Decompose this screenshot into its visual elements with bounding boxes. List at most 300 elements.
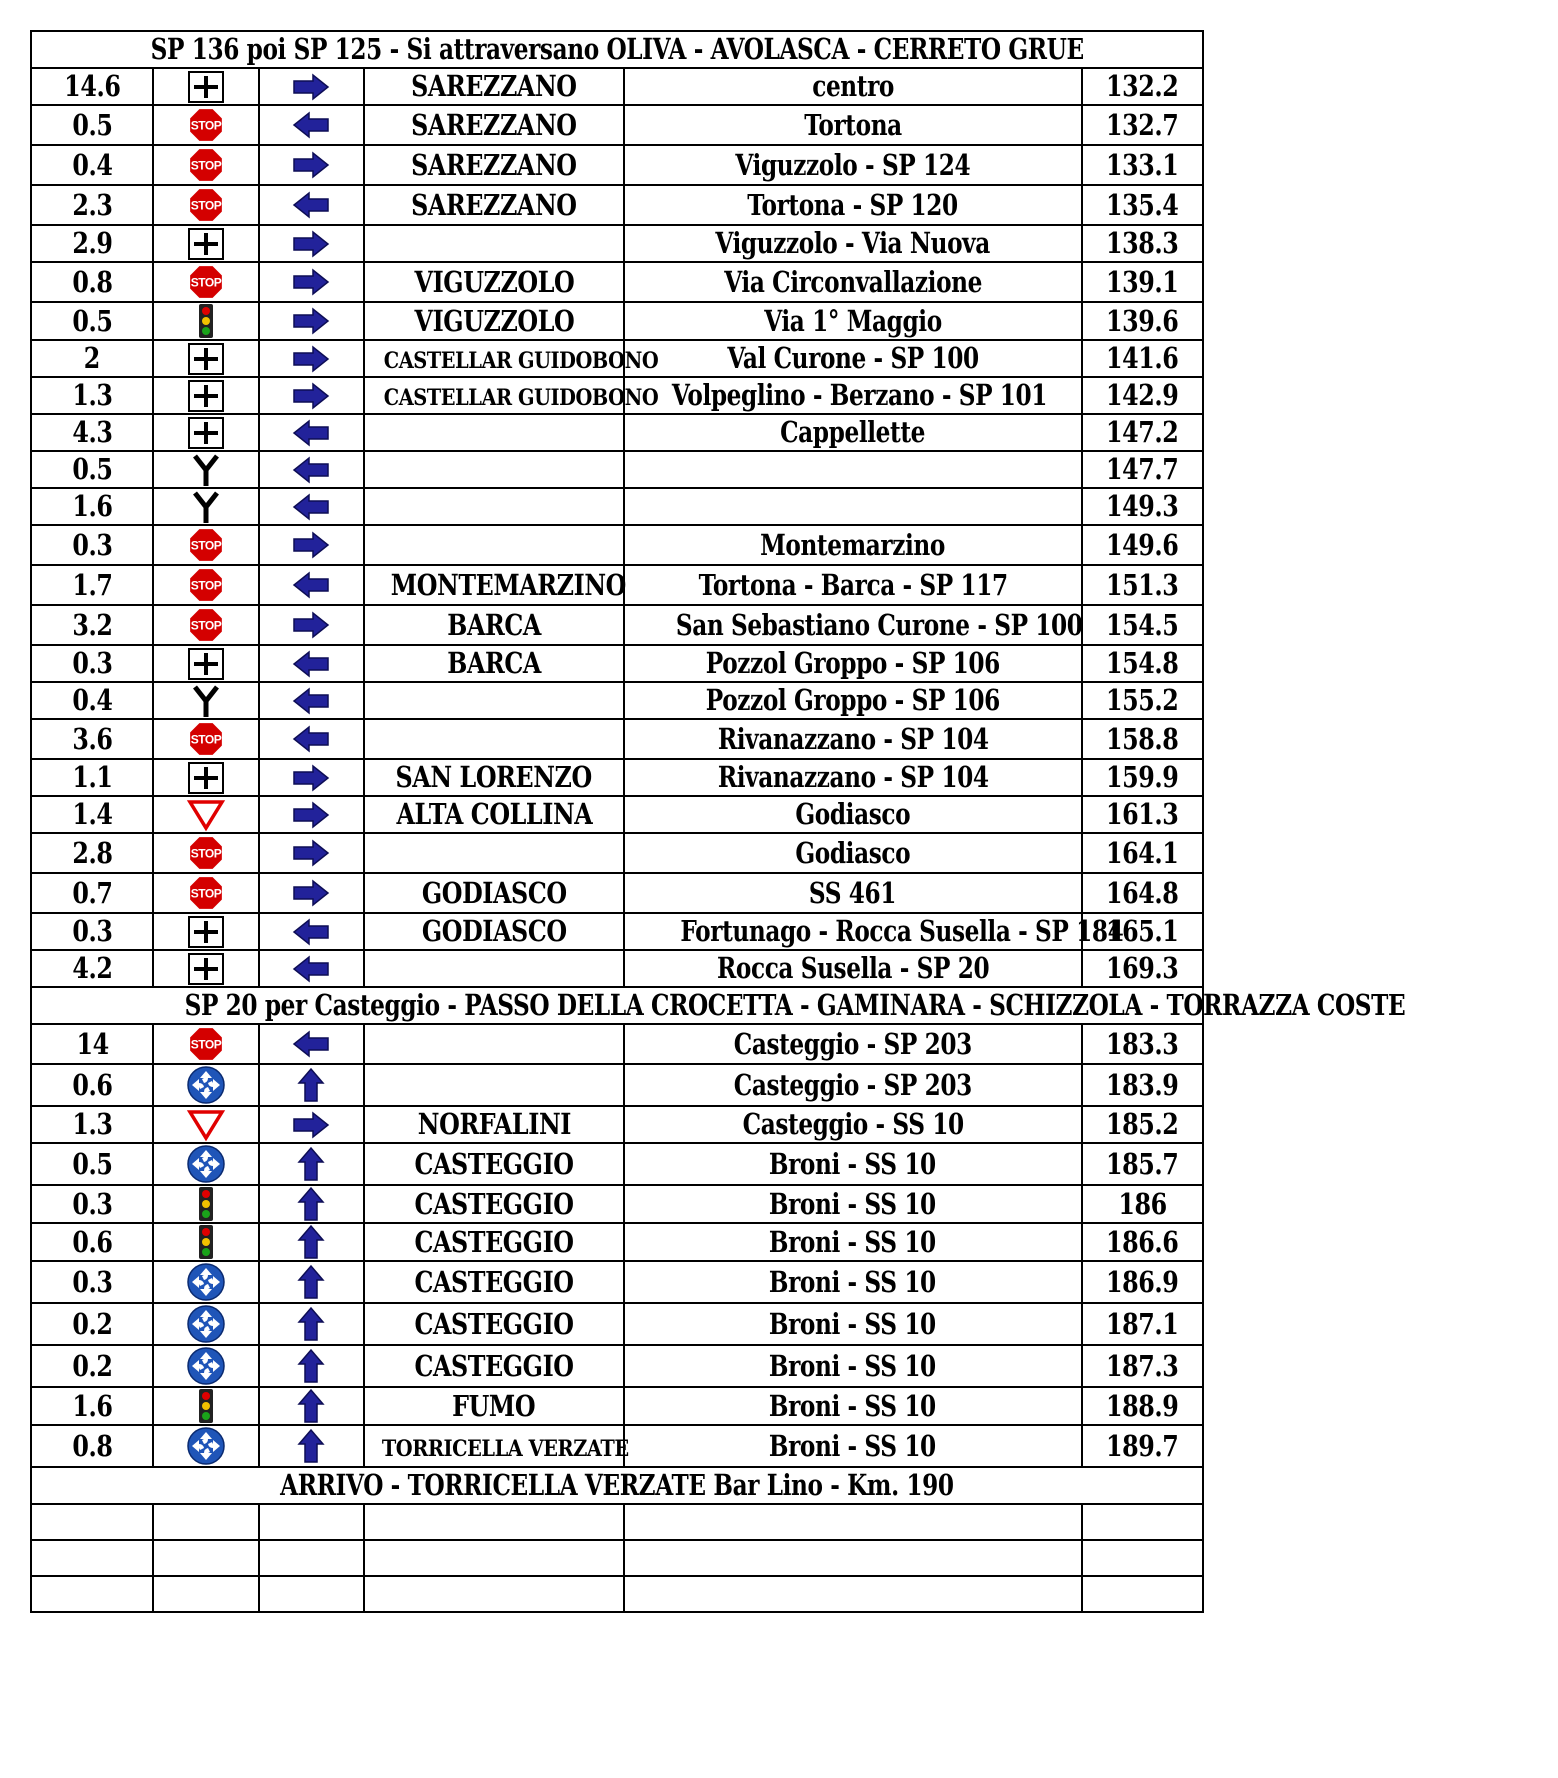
sign-cell: [153, 1223, 258, 1261]
km-cell-text: 138.3: [1106, 226, 1179, 260]
direction-cell: [624, 1261, 1082, 1303]
table-row: [31, 833, 1203, 873]
distance-cell: [31, 451, 153, 488]
arrow-cell: [259, 913, 364, 950]
table-row: [31, 873, 1203, 913]
km-cell: [1082, 1106, 1203, 1143]
km-cell-text: 141.6: [1106, 341, 1179, 375]
arrow-left-icon: [260, 650, 363, 678]
direction-cell: [624, 1223, 1082, 1261]
direction-cell-text: Cappellette: [780, 415, 926, 449]
roundabout-icon: [154, 1346, 257, 1386]
sign-cell: [153, 645, 258, 682]
stop-icon: [154, 720, 257, 758]
place-cell: [364, 719, 624, 759]
direction-cell-text: Tortona: [803, 107, 902, 142]
table-row: [31, 525, 1203, 565]
distance-cell: [31, 262, 153, 302]
place-cell-text: NORFALINI: [417, 1107, 571, 1141]
distance-cell-text: 0.6: [72, 1067, 113, 1102]
arrow-cell: [259, 1143, 364, 1185]
traffic-light-icon: [154, 303, 257, 339]
table-row: [31, 377, 1203, 414]
km-cell-text: 154.5: [1106, 607, 1179, 642]
arrow-right-icon: [260, 151, 363, 179]
direction-cell-text: Casteggio - SS 10: [742, 1107, 964, 1141]
sign-cell: [153, 225, 258, 262]
distance-cell: [31, 68, 153, 105]
arrow-cell: [259, 833, 364, 873]
direction-cell: [624, 185, 1082, 225]
direction-cell-text: Broni - SS 10: [769, 1224, 937, 1259]
direction-cell: [624, 1387, 1082, 1425]
direction-cell-text: Broni - SS 10: [769, 1306, 937, 1341]
place-cell-text: SAREZZANO: [411, 147, 577, 182]
distance-cell: [31, 145, 153, 185]
distance-cell: [31, 377, 153, 414]
sign-cell: [153, 605, 258, 645]
direction-cell-text: Broni - SS 10: [769, 1348, 937, 1383]
arrow-left-icon: [260, 419, 363, 447]
arrow-right-icon: [260, 879, 363, 907]
arrow-up-icon: [260, 1264, 363, 1300]
km-cell-text: 149.3: [1106, 489, 1179, 523]
direction-cell-text: Volpeglino - Berzano - SP 101: [671, 378, 1048, 412]
arrow-right-icon: [260, 345, 363, 373]
distance-cell-text: 3.2: [72, 607, 113, 642]
direction-cell-text: Tortona - Barca - SP 117: [698, 567, 1008, 602]
km-cell-text: 133.1: [1106, 147, 1179, 182]
roundabout-icon: [154, 1426, 257, 1466]
distance-cell: [31, 682, 153, 719]
direction-cell: [624, 1185, 1082, 1223]
place-cell: [364, 1425, 629, 1467]
km-cell: [1082, 488, 1203, 525]
km-cell: [1082, 645, 1203, 682]
place-cell-text: BARCA: [447, 607, 541, 642]
arrow-right-icon: [260, 531, 363, 559]
place-cell-text: ALTA COLLINA: [396, 797, 592, 831]
arrow-right-icon: [260, 73, 363, 101]
place-cell: [364, 605, 624, 645]
arrow-cell: [259, 796, 364, 833]
place-cell: [364, 377, 659, 414]
km-cell-text: 161.3: [1106, 797, 1179, 831]
km-cell-text: 155.2: [1106, 683, 1179, 717]
km-cell: [1082, 451, 1203, 488]
place-cell: [364, 950, 624, 987]
direction-cell: [624, 796, 1082, 833]
arrow-up-icon: [260, 1348, 363, 1384]
place-cell: [364, 414, 624, 451]
km-cell-text: 151.3: [1106, 567, 1179, 602]
arrival-row-cell: [31, 1467, 1203, 1504]
distance-cell: [31, 1425, 153, 1467]
distance-cell: [31, 340, 153, 377]
km-cell-text: 165.1: [1106, 914, 1179, 948]
place-cell: [364, 1024, 624, 1064]
place-cell-text: CASTEGGIO: [414, 1186, 574, 1221]
sign-cell: [153, 185, 258, 225]
section2-header-cell: [31, 987, 1406, 1024]
direction-cell-text: Broni - SS 10: [769, 1428, 937, 1463]
arrow-left-icon: [260, 955, 363, 983]
direction-cell-text: Rivanazzano - SP 104: [717, 760, 989, 794]
svg-text:STOP: STOP: [190, 158, 222, 173]
distance-cell: [31, 1303, 153, 1345]
arrow-cell: [259, 488, 364, 525]
sign-cell: [153, 950, 258, 987]
direction-cell: [624, 68, 1082, 105]
km-cell-text: 187.3: [1106, 1348, 1179, 1383]
km-cell: [1082, 185, 1203, 225]
distance-cell-text: 0.3: [72, 527, 113, 562]
arrow-cell: [259, 225, 364, 262]
km-cell: [1082, 1425, 1203, 1467]
roadbook-sheet: [30, 30, 1406, 1613]
arrow-cell: [259, 525, 364, 565]
empty-row: [31, 1540, 1203, 1576]
distance-cell: [31, 105, 153, 145]
place-cell: [364, 759, 624, 796]
place-cell-text: TORRICELLA VERZATE: [381, 1435, 629, 1462]
km-cell-text: 164.8: [1106, 875, 1179, 910]
empty-cell: [259, 1576, 364, 1612]
km-cell-text: 132.2: [1106, 69, 1179, 103]
empty-row: [31, 1504, 1203, 1540]
distance-cell: [31, 913, 153, 950]
table-row: [31, 796, 1203, 833]
distance-cell: [31, 1106, 153, 1143]
place-cell-text: CASTEGGIO: [414, 1224, 574, 1259]
km-cell: [1082, 1185, 1203, 1223]
direction-cell: [624, 565, 1082, 605]
distance-cell: [31, 1223, 153, 1261]
empty-cell: [31, 1504, 153, 1540]
km-cell-text: 186: [1118, 1186, 1167, 1221]
sign-cell: [153, 565, 258, 605]
place-cell-text: CASTEGGIO: [414, 1306, 574, 1341]
direction-cell-text: Viguzzolo - SP 124: [735, 147, 971, 182]
sign-cell: [153, 873, 258, 913]
svg-text:STOP: STOP: [190, 118, 222, 133]
table-row: [31, 1261, 1203, 1303]
arrow-up-icon: [260, 1388, 363, 1424]
distance-cell: [31, 719, 153, 759]
arrow-cell: [259, 645, 364, 682]
km-cell-text: 147.7: [1106, 452, 1179, 486]
table-row: [31, 1223, 1203, 1261]
arrow-left-icon: [260, 456, 363, 484]
sign-cell: [153, 1425, 258, 1467]
direction-cell-text: Godiasco: [795, 797, 911, 831]
arrow-cell: [259, 340, 364, 377]
sign-cell: [153, 1143, 258, 1185]
section1-header-cell: [31, 31, 1203, 68]
direction-cell: [624, 525, 1082, 565]
table-row: [31, 1064, 1203, 1106]
km-cell-text: 135.4: [1106, 187, 1179, 222]
km-cell: [1082, 605, 1203, 645]
stop-icon: [154, 1025, 257, 1063]
direction-cell-text: Rocca Susella - SP 20: [716, 951, 989, 985]
cross-icon: [154, 342, 257, 376]
place-cell-text: SAN LORENZO: [395, 760, 593, 794]
sign-cell: [153, 833, 258, 873]
place-cell-text: MONTEMARZINO: [390, 567, 627, 602]
stop-icon: [154, 106, 257, 144]
arrow-right-icon: [260, 268, 363, 296]
direction-cell: [624, 913, 1124, 950]
empty-cell: [1082, 1504, 1203, 1540]
km-cell: [1082, 565, 1203, 605]
distance-cell-text: 0.4: [72, 147, 113, 182]
arrow-cell: [259, 68, 364, 105]
arrow-up-icon: [260, 1428, 363, 1464]
km-cell-text: 139.1: [1106, 264, 1179, 299]
direction-cell: [624, 1345, 1082, 1387]
arrow-cell: [259, 950, 364, 987]
km-cell: [1082, 105, 1203, 145]
place-cell: [364, 873, 624, 913]
direction-cell-text: SS 461: [809, 875, 897, 910]
cross-icon: [154, 915, 257, 949]
table-row: [31, 913, 1203, 950]
table-row: [31, 488, 1203, 525]
cross-icon: [154, 379, 257, 413]
arrow-cell: [259, 682, 364, 719]
table-row: [31, 759, 1203, 796]
cross-icon: [154, 952, 257, 986]
km-cell: [1082, 302, 1203, 340]
direction-cell-text: Pozzol Groppo - SP 106: [705, 646, 1000, 680]
km-cell: [1082, 225, 1203, 262]
distance-cell: [31, 225, 153, 262]
place-cell-text: GODIASCO: [421, 914, 567, 948]
place-cell: [364, 302, 624, 340]
table-row: [31, 262, 1203, 302]
place-cell: [364, 340, 659, 377]
distance-cell-text: 0.8: [72, 1428, 113, 1463]
sign-cell: [153, 525, 258, 565]
km-cell: [1082, 1223, 1203, 1261]
direction-cell: [624, 950, 1082, 987]
place-cell: [364, 1185, 624, 1223]
empty-cell: [31, 1576, 153, 1612]
km-cell-text: 132.7: [1106, 107, 1179, 142]
sign-cell: [153, 262, 258, 302]
arrow-left-icon: [260, 111, 363, 139]
place-cell: [364, 1223, 624, 1261]
km-cell-text: 187.1: [1106, 1306, 1179, 1341]
distance-cell-text: 4.2: [72, 951, 113, 985]
place-cell-text: CASTEGGIO: [414, 1348, 574, 1383]
direction-cell: [624, 605, 1082, 645]
distance-cell: [31, 565, 153, 605]
distance-cell-text: 1.7: [72, 567, 113, 602]
arrow-right-icon: [260, 611, 363, 639]
direction-cell-text: Tortona - SP 120: [747, 187, 958, 222]
distance-cell-text: 0.7: [72, 875, 113, 910]
empty-cell: [624, 1504, 1082, 1540]
arrow-cell: [259, 145, 364, 185]
section2-header-text: SP 20 per Casteggio - PASSO DELLA CROCETTA - GAMINARA - SCHIZZOLA - TORRAZZA COSTE: [184, 988, 1406, 1022]
sign-cell: [153, 377, 258, 414]
arrow-cell: [259, 302, 364, 340]
place-cell: [364, 451, 624, 488]
direction-cell-text: Viguzzolo - Via Nuova: [715, 226, 991, 260]
svg-text:STOP: STOP: [190, 846, 222, 861]
table-row: [31, 565, 1203, 605]
place-cell-text: GODIASCO: [421, 875, 567, 910]
table-row: [31, 1185, 1203, 1223]
sign-cell: [153, 105, 258, 145]
place-cell: [364, 1261, 624, 1303]
direction-cell: [624, 1064, 1082, 1106]
place-cell: [364, 1345, 624, 1387]
direction-cell: [624, 1303, 1082, 1345]
distance-cell: [31, 1064, 153, 1106]
km-cell: [1082, 719, 1203, 759]
arrow-cell: [259, 759, 364, 796]
direction-cell-text: Broni - SS 10: [769, 1388, 937, 1423]
arrow-left-icon: [260, 725, 363, 753]
fork-icon: [154, 453, 257, 487]
arrow-cell: [259, 565, 364, 605]
distance-cell-text: 14: [76, 1026, 109, 1061]
arrow-right-icon: [260, 382, 363, 410]
distance-cell: [31, 185, 153, 225]
km-cell-text: 164.1: [1106, 835, 1179, 870]
place-cell: [364, 1143, 624, 1185]
arrow-cell: [259, 1345, 364, 1387]
direction-cell-text: Broni - SS 10: [769, 1146, 937, 1181]
empty-row: [31, 1576, 1203, 1612]
place-cell: [364, 565, 627, 605]
roundabout-icon: [154, 1065, 257, 1105]
stop-icon: [154, 263, 257, 301]
svg-text:STOP: STOP: [190, 198, 222, 213]
distance-cell-text: 0.5: [72, 107, 113, 142]
arrow-cell: [259, 873, 364, 913]
distance-cell: [31, 833, 153, 873]
arrow-cell: [259, 105, 364, 145]
distance-cell: [31, 1261, 153, 1303]
distance-cell: [31, 950, 153, 987]
km-cell-text: 159.9: [1106, 760, 1179, 794]
place-cell-text: VIGUZZOLO: [414, 303, 574, 338]
sign-cell: [153, 1303, 258, 1345]
arrival-row-text: ARRIVO - TORRICELLA VERZATE Bar Lino - Km. 190: [280, 1468, 954, 1502]
stop-icon: [154, 874, 257, 912]
direction-cell-text: Casteggio - SP 203: [733, 1026, 972, 1061]
table-row: [31, 1024, 1203, 1064]
traffic-light-icon: [154, 1186, 257, 1222]
svg-text:STOP: STOP: [190, 578, 222, 593]
svg-text:STOP: STOP: [190, 732, 222, 747]
yield-icon: [154, 799, 257, 831]
table-row: [31, 105, 1203, 145]
arrow-right-icon: [260, 801, 363, 829]
distance-cell-text: 3.6: [72, 721, 113, 756]
arrow-up-icon: [260, 1067, 363, 1103]
distance-cell: [31, 488, 153, 525]
direction-cell-text: Fortunago - Rocca Susella - SP 184: [680, 914, 1124, 948]
place-cell: [364, 185, 624, 225]
distance-cell-text: 2: [84, 341, 101, 375]
distance-cell-text: 1.3: [72, 378, 113, 412]
km-cell: [1082, 682, 1203, 719]
sign-cell: [153, 1387, 258, 1425]
direction-cell: [624, 105, 1082, 145]
km-cell-text: 186.6: [1106, 1224, 1179, 1259]
distance-cell-text: 0.5: [72, 452, 113, 486]
direction-cell-text: Godiasco: [795, 835, 911, 870]
section1-header-text: SP 136 poi SP 125 - Si attraversano OLIVA - AVOLASCA - CERRETO GRUE: [150, 32, 1084, 66]
fork-icon: [154, 684, 257, 718]
arrow-right-icon: [260, 230, 363, 258]
distance-cell: [31, 302, 153, 340]
direction-cell: [624, 1106, 1082, 1143]
km-cell: [1082, 68, 1203, 105]
place-cell-text: SAREZZANO: [411, 69, 577, 103]
arrival-row: [31, 1467, 1203, 1504]
direction-cell-text: Via 1° Maggio: [763, 303, 942, 338]
arrow-cell: [259, 377, 364, 414]
empty-cell: [364, 1504, 624, 1540]
arrow-right-icon: [260, 1111, 363, 1139]
km-cell: [1082, 1143, 1203, 1185]
svg-text:STOP: STOP: [190, 886, 222, 901]
table-row: [31, 451, 1203, 488]
svg-text:STOP: STOP: [190, 618, 222, 633]
arrow-up-icon: [260, 1306, 363, 1342]
distance-cell-text: 0.6: [72, 1224, 113, 1259]
table-row: [31, 719, 1203, 759]
km-cell: [1082, 796, 1203, 833]
km-cell: [1082, 873, 1203, 913]
direction-cell: [624, 833, 1082, 873]
distance-cell: [31, 873, 153, 913]
sign-cell: [153, 913, 258, 950]
svg-text:STOP: STOP: [190, 1037, 222, 1052]
km-cell-text: 183.9: [1106, 1067, 1179, 1102]
place-cell: [364, 225, 624, 262]
arrow-cell: [259, 1303, 364, 1345]
table-row: [31, 302, 1203, 340]
section1-header: [31, 31, 1203, 68]
distance-cell-text: 1.3: [72, 1107, 113, 1141]
empty-cell: [364, 1540, 624, 1576]
distance-cell-text: 0.3: [72, 1186, 113, 1221]
direction-cell: [624, 488, 1082, 525]
arrow-cell: [259, 1387, 364, 1425]
cross-icon: [154, 227, 257, 261]
section2-header: [31, 987, 1203, 1024]
place-cell-text: BARCA: [447, 646, 541, 680]
sign-cell: [153, 1345, 258, 1387]
place-cell: [364, 833, 624, 873]
table-row: [31, 682, 1203, 719]
stop-icon: [154, 526, 257, 564]
sign-cell: [153, 145, 258, 185]
empty-cell: [31, 1540, 153, 1576]
stop-icon: [154, 566, 257, 604]
stop-icon: [154, 146, 257, 184]
svg-text:STOP: STOP: [190, 275, 222, 290]
sign-cell: [153, 488, 258, 525]
direction-cell-text: San Sebastiano Curone - SP 100: [675, 607, 1083, 642]
